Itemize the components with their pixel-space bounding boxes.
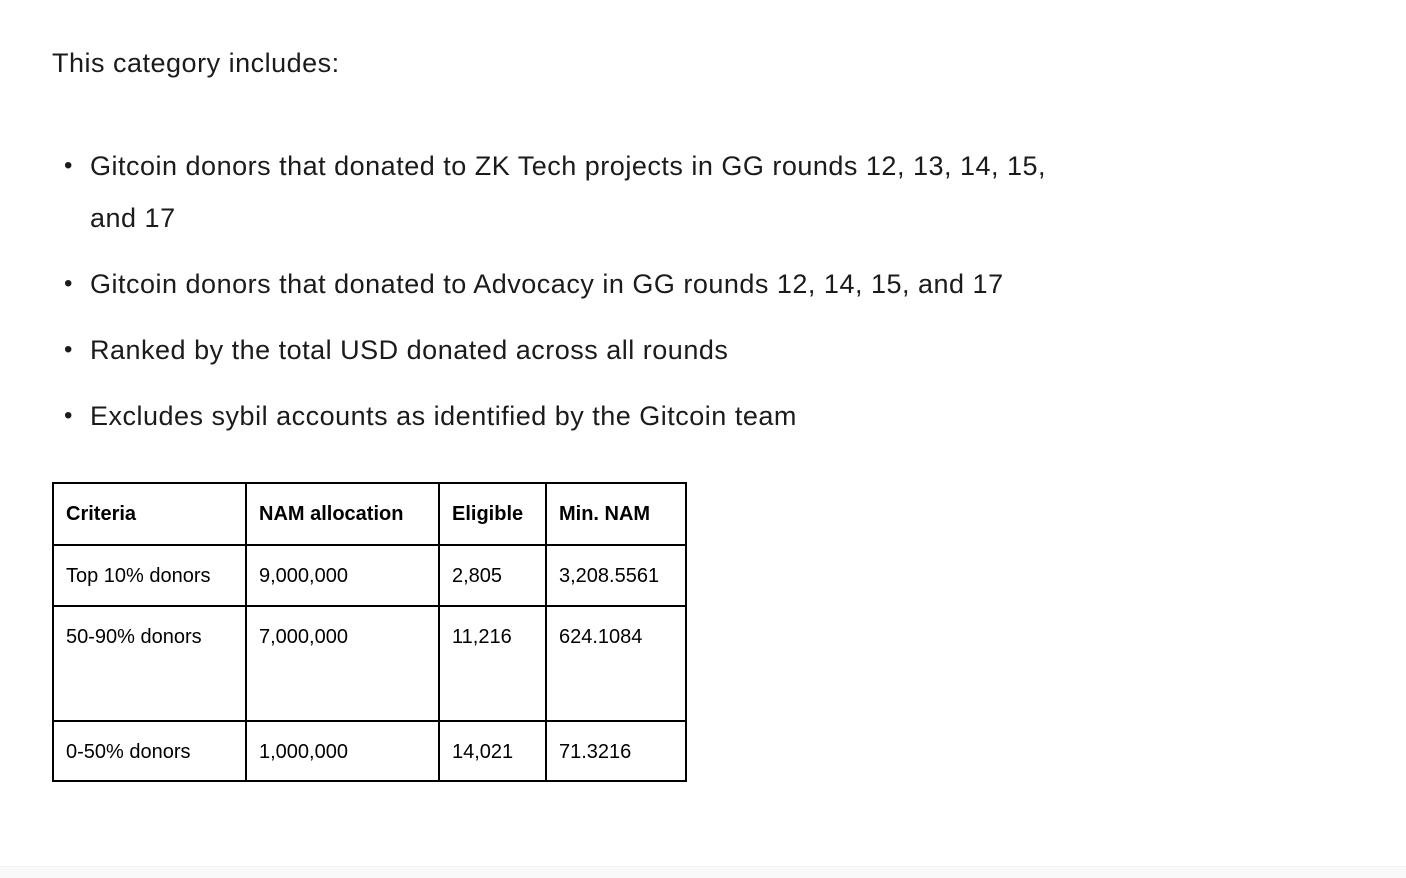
bullet-text: Gitcoin donors that donated to Advocacy in GG rounds 12, 14, 15, and 17 <box>90 269 1004 299</box>
header-cell-eligible: Eligible <box>439 483 546 545</box>
bullet-icon: • <box>64 402 73 429</box>
cell-allocation: 1,000,000 <box>246 721 439 781</box>
bullet-icon: • <box>64 270 73 297</box>
intro-text: This category includes: <box>52 48 340 78</box>
bullet-text: Ranked by the total USD donated across all rounds <box>90 335 729 365</box>
bullet-item <box>52 390 1092 442</box>
table-row <box>53 545 686 606</box>
cell-minnam: 624.1084 <box>546 606 686 721</box>
bottom-edge-strip <box>0 866 1406 878</box>
cell-minnam: 71.3216 <box>546 721 686 781</box>
bullet-item <box>52 324 1092 376</box>
header-cell-criteria: Criteria <box>53 483 246 545</box>
criteria-table <box>52 482 687 782</box>
cell-criteria: Top 10% donors <box>53 545 246 606</box>
header-cell-allocation: NAM allocation <box>246 483 439 545</box>
bullet-text: Gitcoin donors that donated to ZK Tech projects in GG rounds 12, 13, 14, 15, and 17 <box>90 151 1047 233</box>
cell-allocation: 7,000,000 <box>246 606 439 721</box>
cell-criteria: 0-50% donors <box>53 721 246 781</box>
header-cell-minnam: Min. NAM <box>546 483 686 545</box>
bullet-icon: • <box>64 152 73 179</box>
table-row <box>53 606 686 721</box>
cell-eligible: 2,805 <box>439 545 546 606</box>
bullet-icon: • <box>64 336 73 363</box>
table-header-row <box>53 483 686 545</box>
cell-eligible: 11,216 <box>439 606 546 721</box>
bullet-item <box>52 140 1092 244</box>
cell-allocation: 9,000,000 <box>246 545 439 606</box>
cell-minnam: 3,208.5561 <box>546 545 686 606</box>
table-row <box>53 721 686 781</box>
cell-eligible: 14,021 <box>439 721 546 781</box>
bullet-item <box>52 258 1092 310</box>
bullet-text: Excludes sybil accounts as identified by the Gitcoin team <box>90 401 797 431</box>
bullet-list <box>52 140 1092 442</box>
cell-criteria: 50-90% donors <box>53 606 246 721</box>
